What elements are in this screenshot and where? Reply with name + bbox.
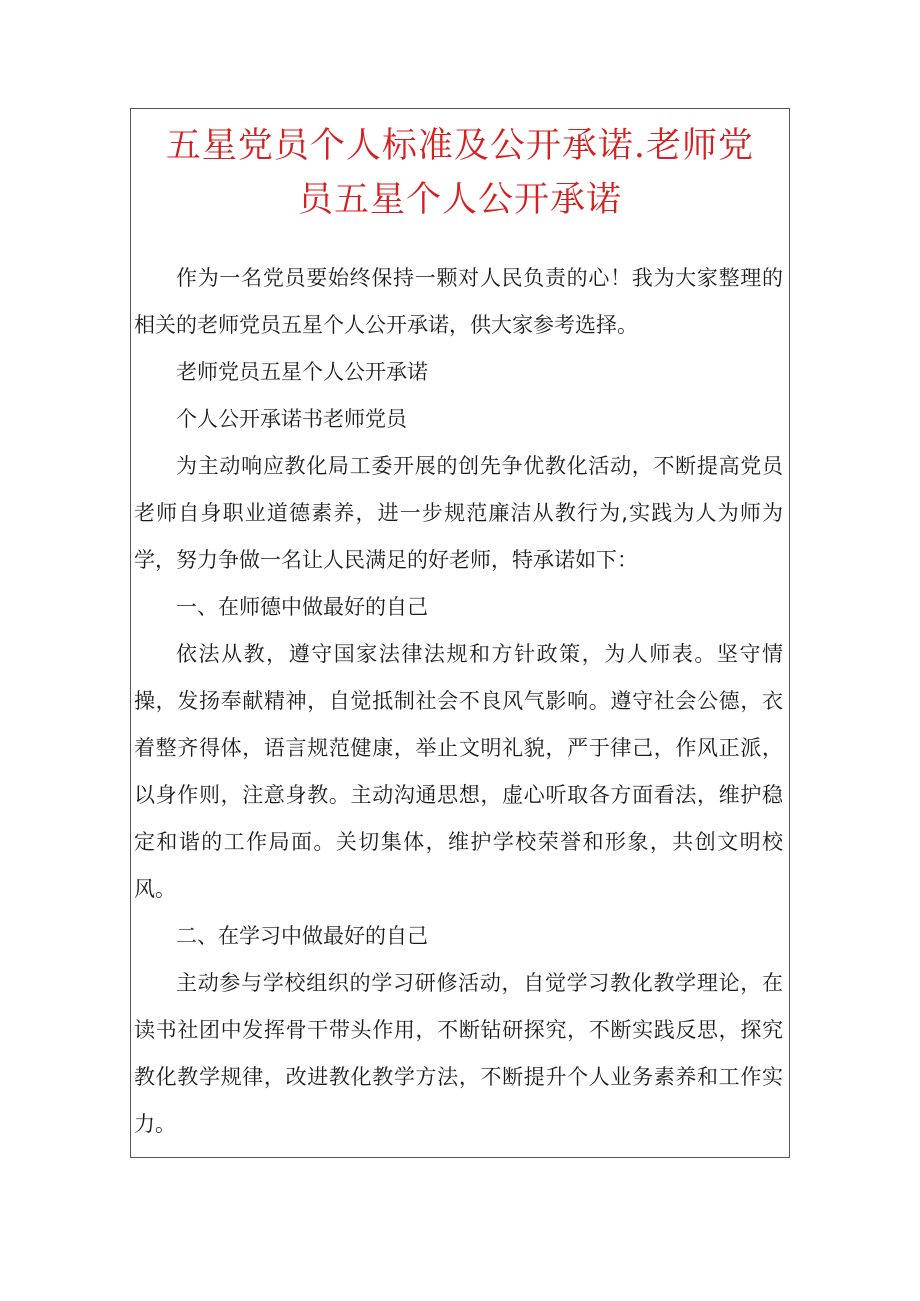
- document-frame: [130, 108, 790, 1158]
- paragraph-purpose: 为主动响应教化局工委开展的创先争优教化活动，不断提高党员老师自身职业道德素养，进一步规范廉洁从教行为,实践为人为师为学，努力争做一名让人民满足的好老师，特承诺如下：: [134, 454, 783, 572]
- paragraph-heading-commitment: 老师党员五星个人公开承诺: [176, 360, 428, 384]
- paragraph-learning: 主动参与学校组织的学习研修活动，自觉学习教化教学理论，在读书社团中发挥骨干带头作用，不断钻研探究，不断实践反思，探究教化教学规律，改进教化教学方法，不断提升个人业务素养和工作实力。: [134, 971, 783, 1136]
- paragraph-heading-letter: 个人公开承诺书老师党员: [176, 407, 407, 431]
- paragraph-intro: 作为一名党员要始终保持一颗对人民负责的心！我为大家整理的相关的老师党员五星个人公开承诺，供大家参考选择。: [134, 266, 783, 337]
- document-title: 五星党员个人标准及公开承诺.老师党员五星个人公开承诺: [165, 126, 755, 220]
- paragraph-ethics: 依法从教，遵守国家法律法规和方针政策，为人师表。坚守情操，发扬奉献精神，自觉抵制社会不良风气影响。遵守社会公德，衣着整齐得体，语言规范健康，举止文明礼貌，严于律己，作风正派，以身作则，注意身教。主动沟通思想，虚心听取各方面看法，维护稳定和谐的工作局面。关切集体，维护学校荣誉和形象，共创文明校风。: [134, 642, 783, 901]
- document-body: [134, 255, 783, 1148]
- section-heading-ethics: 一、在师德中做最好的自己: [176, 595, 428, 619]
- section-heading-learning: 二、在学习中做最好的自己: [176, 924, 428, 948]
